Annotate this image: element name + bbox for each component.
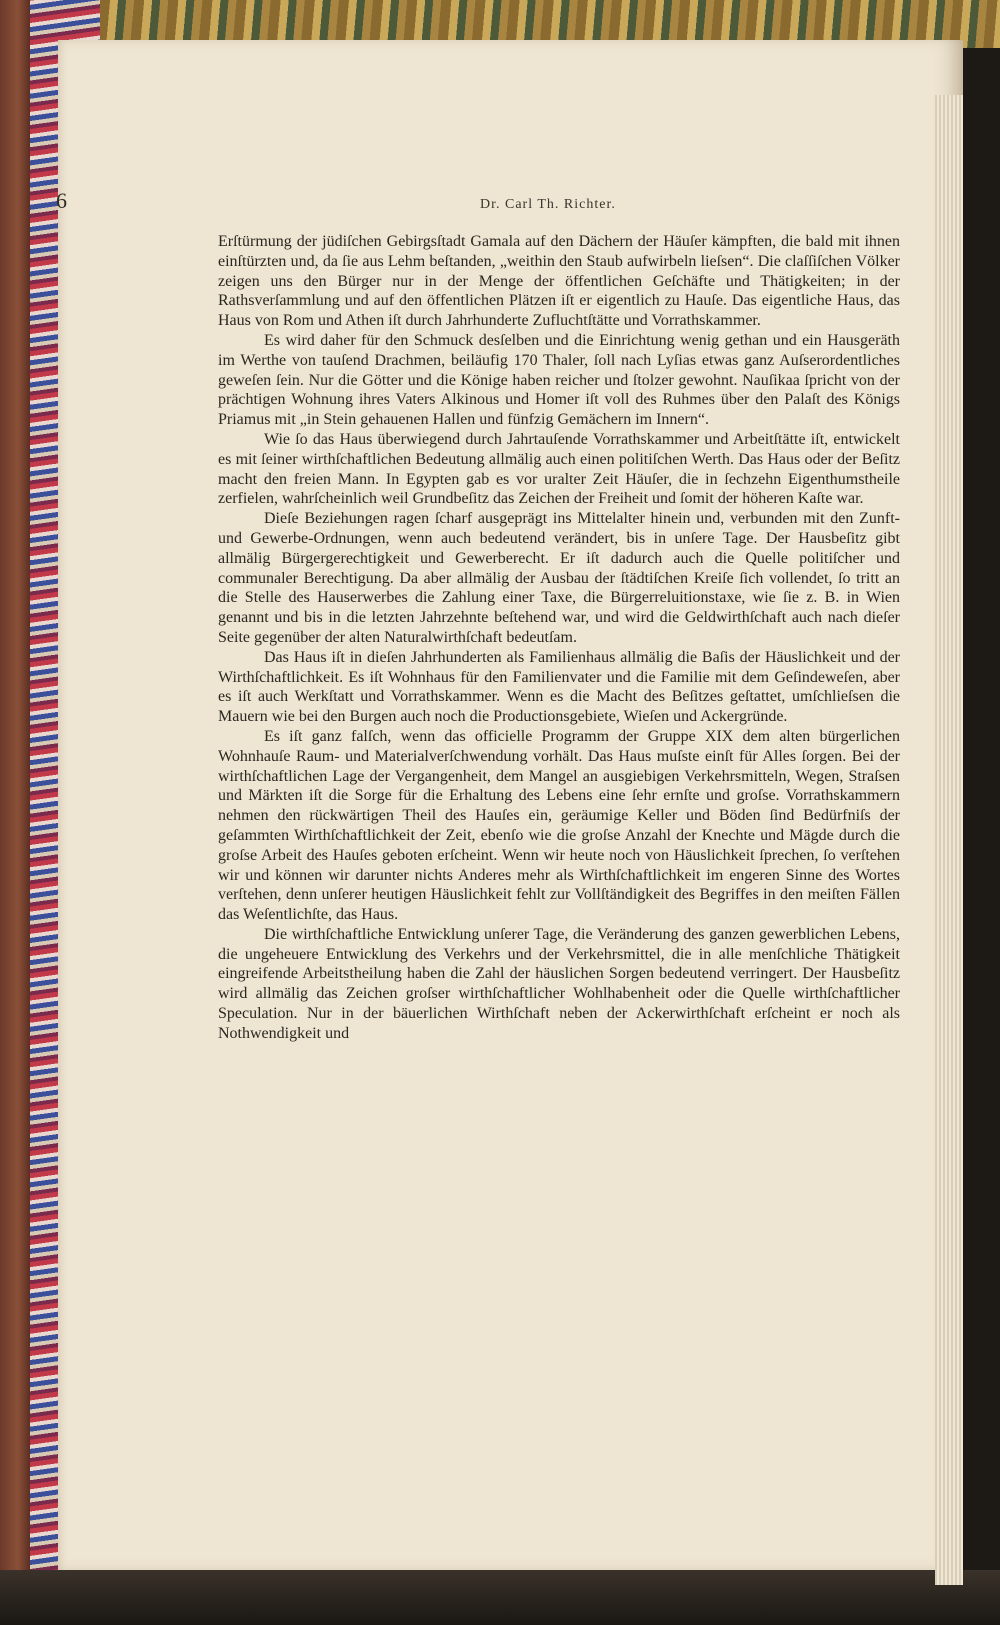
paragraph: Wie ſo das Haus überwiegend durch Jahrtauſende Vorrathskammer und Arbeitſtätte iſt, entwickelt es mit ſeiner wirthſchaftlichen Bedeutung allmälig auch einen politiſchen Werth. Das Haus oder der Beſitz macht den freien Mann. In Egypten gab es vor uralter Zeit Häuſer, die in ſechzehn Eigenthumstheile zerfielen, wahrſcheinlich weil Grundbeſitz das Zeichen der Freiheit und ſomit der höheren Kaſte war. [218,430,900,508]
paragraph: Es iſt ganz falſch, wenn das officielle Programm der Gruppe XIX dem alten bürgerlichen Wohnhauſe Raum- und Materialverſchwendung vorhält. Das Haus muſste einſt für Alles ſorgen. Bei der wirthſchaftlichen Lage der Vergangenheit, dem Mangel an ausgiebigen Verkehrsmitteln, Wegen, Straſsen und Märkten iſt die Sorge für die Erhaltung des Lebens eine ſehr ernſte und groſse. Vorrathskammern nehmen den rückwärtigen Theil des Hauſes ein, geräumige Keller und Böden ſind Bedürfniſs der geſammten Wirthſchaftlichkeit der Zeit, ebenſo wie die groſse Anzahl der Knechte und Mägde durch die groſse Arbeit des Hauſes geboten erſcheint. Wenn wir heute noch von Häuslichkeit ſprechen, ſo verſtehen wir und können wir darunter nichts Anderes mehr als Wirthſchaftlichkeit im engeren Sinne des Wortes verſtehen, denn unſerer heutigen Häuslichkeit fehlt zur Vollſtändigkeit des Begriffes in den meiſten Fällen das Weſentlichſte, das Haus. [218,727,900,924]
paragraph: Dieſe Beziehungen ragen ſcharf ausgeprägt ins Mittelalter hinein und, verbunden mit den Zunft- und Gewerbe-Ordnungen, wenn auch bedeutend verändert, bis in unſere Tage. Der Hausbeſitz gibt allmälig Bürgergerechtigkeit und Gewerberecht. Er iſt dadurch auch die Quelle politiſcher und communaler Berechtigung. Da aber allmälig der Ausbau der ſtädtiſchen Kreiſe ſich vollendet, ſo tritt an die Stelle des Hauserwerbes die Zahlung einer Taxe, die Bürgerreluitionstaxe, wie ſie z. B. in Wien genannt und bis in die letzten Jahrzehnte beſtehend war, und wird die Geldwirthſchaft auch nach dieſer Seite gegenüber der alten Naturalwirthſchaft bedeutſam. [218,510,900,646]
paragraph: Erſtürmung der jüdiſchen Gebirgsſtadt Gamala auf den Dächern der Häuſer kämpften, die bald mit ihnen einſtürzten und, da ſie aus Lehm beſtanden, „weithin den Staub aufwirbeln lieſsen“. Die claſſiſchen Völker zeigen uns den Bürger nur in der Menge der öffentlichen Geſchäfte und Thätigkeiten; in der Rathsverſammlung und auf den öffentlichen Plätzen iſt er eigentlich zu Hauſe. Das eigentliche Haus, das Haus von Rom und Athen iſt durch Jahrhunderte Zufluchtſtätte und Vorrathskammer. [218,233,900,330]
body-text [218,232,900,1044]
paragraph: Die wirthſchaftliche Entwicklung unſerer Tage, die Veränderung des ganzen gewerblichen Lebens, die ungeheuere Entwicklung des Verkehrs und der Verkehrsmittel, die in alle menſchliche Thätigkeit eingreifende Arbeitstheilung haben die Zahl der häuslichen Sorgen bedeutend verringert. Der Hausbeſitz wird allmälig das Zeichen groſser wirthſchaftlicher Wohlhabenheit oder die Quelle wirthſchaftlicher Speculation. Nur in der bäuerlichen Wirthſchaft neben der Ackerwirthſchaft erſcheint er noch als Nothwendigkeit und [218,925,900,1042]
page-number: 6 [56,188,67,213]
book-spine [0,0,30,1625]
page-edge [935,95,963,1585]
background-bottom [0,1570,1000,1625]
paragraph: Das Haus iſt in dieſen Jahrhunderten als Familienhaus allmälig die Baſis der Häuslichkeit und der Wirthſchaftlichkeit. Es iſt Wohnhaus für den Familienvater und die Familie mit dem Geſindeweſen, aber es iſt auch Werkſtatt und Vorrathskammer. Wenn es die Macht des Beſitzes geſtattet, umſchlieſsen die Mauern wie bei den Burgen auch noch die Productionsgebiete, Wieſen und Ackergründe. [218,648,900,726]
running-head: Dr. Carl Th. Richter. [480,197,616,212]
paragraph: Es wird daher für den Schmuck desſelben und die Einrichtung wenig gethan und ein Hausgeräth im Werthe von tauſend Drachmen, beiläufig 170 Thaler, ſoll nach Lyſias etwas ganz Auſserordentliches geweſen ſein. Nur die Götter und die Könige haben reicher und ſtolzer gewohnt. Nauſikaa ſpricht von der prächtigen Wohnung ihres Vaters Alkinous und Homer iſt voll des Ruhmes über den Palaſt des Königs Priamus mit „in Stein gehauenen Hallen und fünfzig Gemächern im Innern“. [218,331,900,429]
